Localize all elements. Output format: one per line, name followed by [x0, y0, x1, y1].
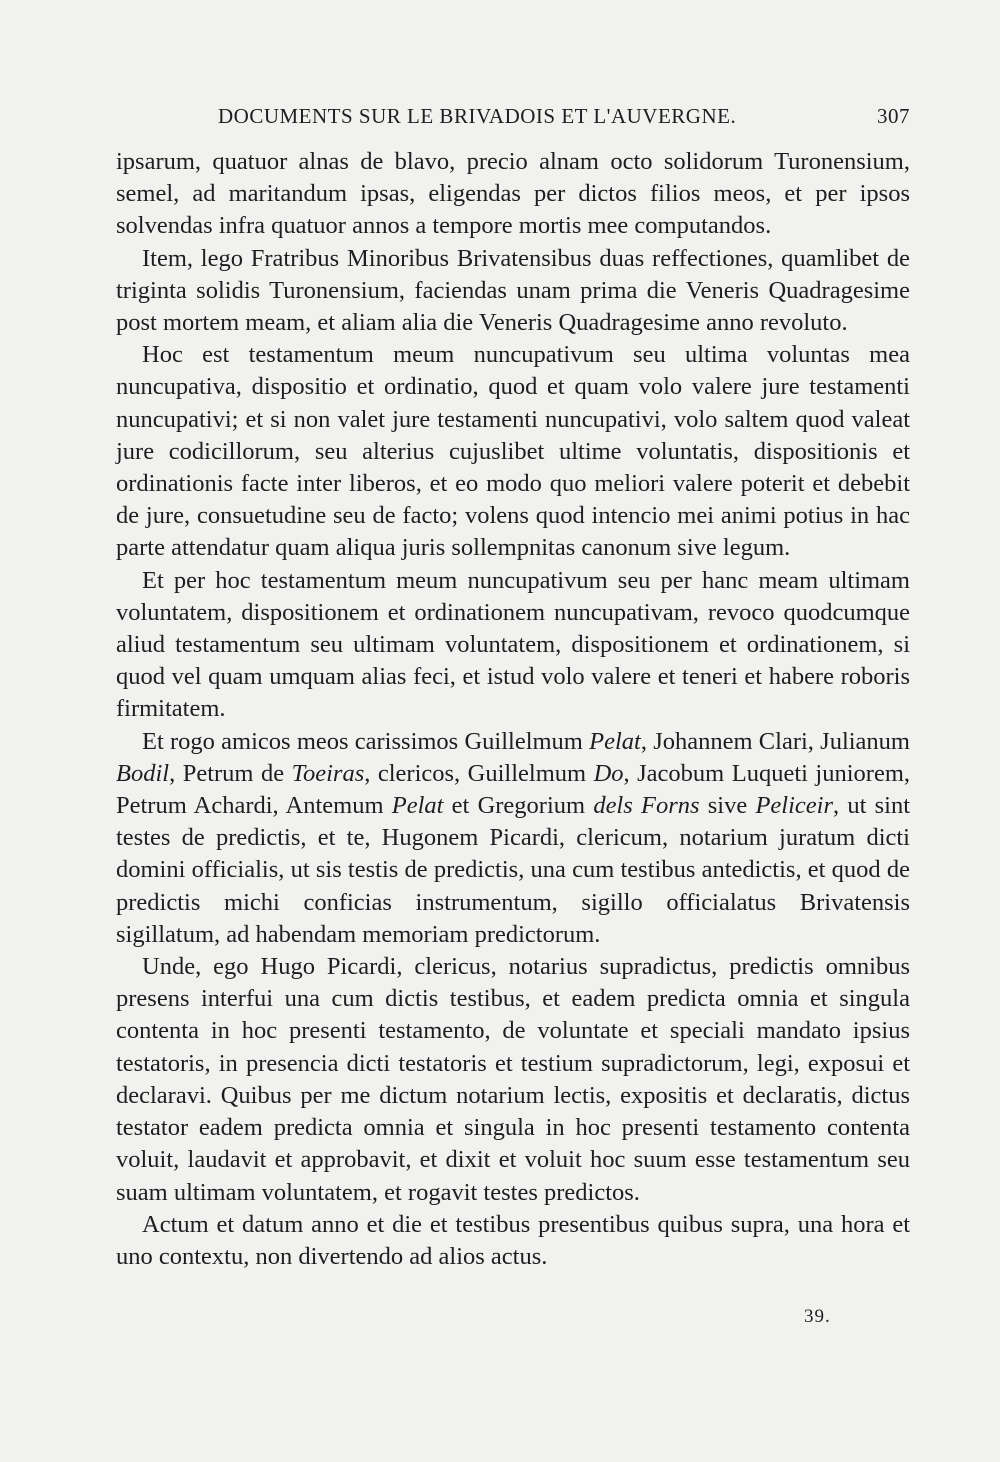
signature-mark: 39. — [804, 1306, 831, 1327]
text-run: , ut sint testes de predictis, et te, Hugonem Picardi, clericum, notarium juratum dicti domini officialis, ut sis testis de predictis, una cum testibus antedictis, et quod de predictis michi conficias instrumentum, sigillo officialatus Brivatensis sigillatum, ad habendam memoriam predictorum. — [116, 792, 910, 948]
italic-name: Peliceir — [755, 792, 833, 820]
paragraph — [116, 726, 910, 951]
text-run: et Gregorium — [443, 792, 594, 820]
text-run: sive — [699, 792, 756, 820]
running-header — [218, 104, 910, 132]
paragraph — [116, 1209, 910, 1273]
body-text — [116, 146, 910, 1273]
italic-name: Pelat — [391, 792, 444, 820]
text-run: Actum et datum anno et die et testibus presentibus quibus supra, una hora et uno contextu, non divertendo ad alios actus. — [116, 1210, 910, 1270]
page-number: 307 — [877, 104, 910, 128]
text-run: , Johannem Clari, Julianum — [640, 727, 910, 755]
paragraph — [116, 146, 910, 243]
italic-name: Do — [593, 759, 624, 787]
text-run: Unde, ego Hugo Picardi, clericus, notarius supradictus, predictis omnibus presens interfui una cum dictis testibus, et eadem predicta omnia et singula contenta in hoc presenti testamento, de voluntate et speciali mandato ipsius testatoris, in presencia dicti testatoris et testium supradictorum, legi, exposui et declaravi. Quibus per me dictum notarium lectis, expositis et declaratis, dictus testator eadem predicta omnia et singula in hoc presenti testamento contenta voluit, laudavit et approbavit, et dixit et voluit hoc suum esse testamentum seu suam ultimam voluntatem, et rogavit testes predictos. — [116, 953, 910, 1206]
paragraph — [116, 339, 910, 564]
text-run: ipsarum, quatuor alnas de blavo, precio alnam octo solidorum Turonensium, semel, ad maritandum ipsas, eligendas per dictos filios meos, et per ipsos solvendas infra quatuor annos a tempore mortis mee computandos. — [116, 148, 910, 240]
text-run: , Petrum de — [169, 759, 292, 787]
paragraph — [116, 243, 910, 340]
text-run: , clericos, Guillelmum — [364, 759, 594, 787]
italic-name: dels Forns — [593, 792, 700, 820]
text-run: Et per hoc testamentum meum nuncupativum seu per hanc meam ultimam voluntatem, dispositionem et ordinationem nuncupativam, revoco quodcumque aliud testamentum seu ultimam voluntatem, dispositionem et ordinationem, si quod vel quam umquam alias feci, et istud volo valere et teneri et habere roboris firmitatem. — [116, 566, 910, 723]
paragraph — [116, 951, 910, 1209]
text-run: Hoc est testamentum meum nuncupativum seu ultima voluntas mea nuncupativa, dispositio et ordinatio, quod et quam volo valere jure testamenti nuncupativi; et si non valet jure testamenti nuncupativi, volo saltem quod valeat jure codicillorum, seu alterius cujuslibet ultime voluntatis, dispositionis et ordinationis facte inter liberos, et eo modo quo meliori valere poterit et debebit de jure, consuetudine seu de facto; volens quod intencio mei animi potius in hac parte attendatur quam aliqua juris sollempnitas canonum sive legum. — [116, 341, 910, 562]
text-run: Item, lego Fratribus Minoribus Brivatensibus duas reffectiones, quamlibet de triginta solidis Turonensium, faciendas unam prima die Veneris Quadragesime post mortem meam, et aliam alia die Veneris Quadragesime anno revoluto. — [116, 244, 910, 337]
italic-name: Bodil — [116, 759, 170, 787]
italic-name: Pelat — [589, 727, 641, 755]
text-run: , Jacobum Luqueti juniorem, Petrum Achardi, Antemum — [116, 759, 911, 820]
paragraph — [116, 565, 910, 726]
running-title: DOCUMENTS SUR LE BRIVADOIS ET L'AUVERGNE. — [218, 104, 737, 128]
italic-name: Toeiras — [291, 759, 365, 787]
text-run: Et rogo amicos meos carissimos Guillelmum — [142, 727, 590, 755]
